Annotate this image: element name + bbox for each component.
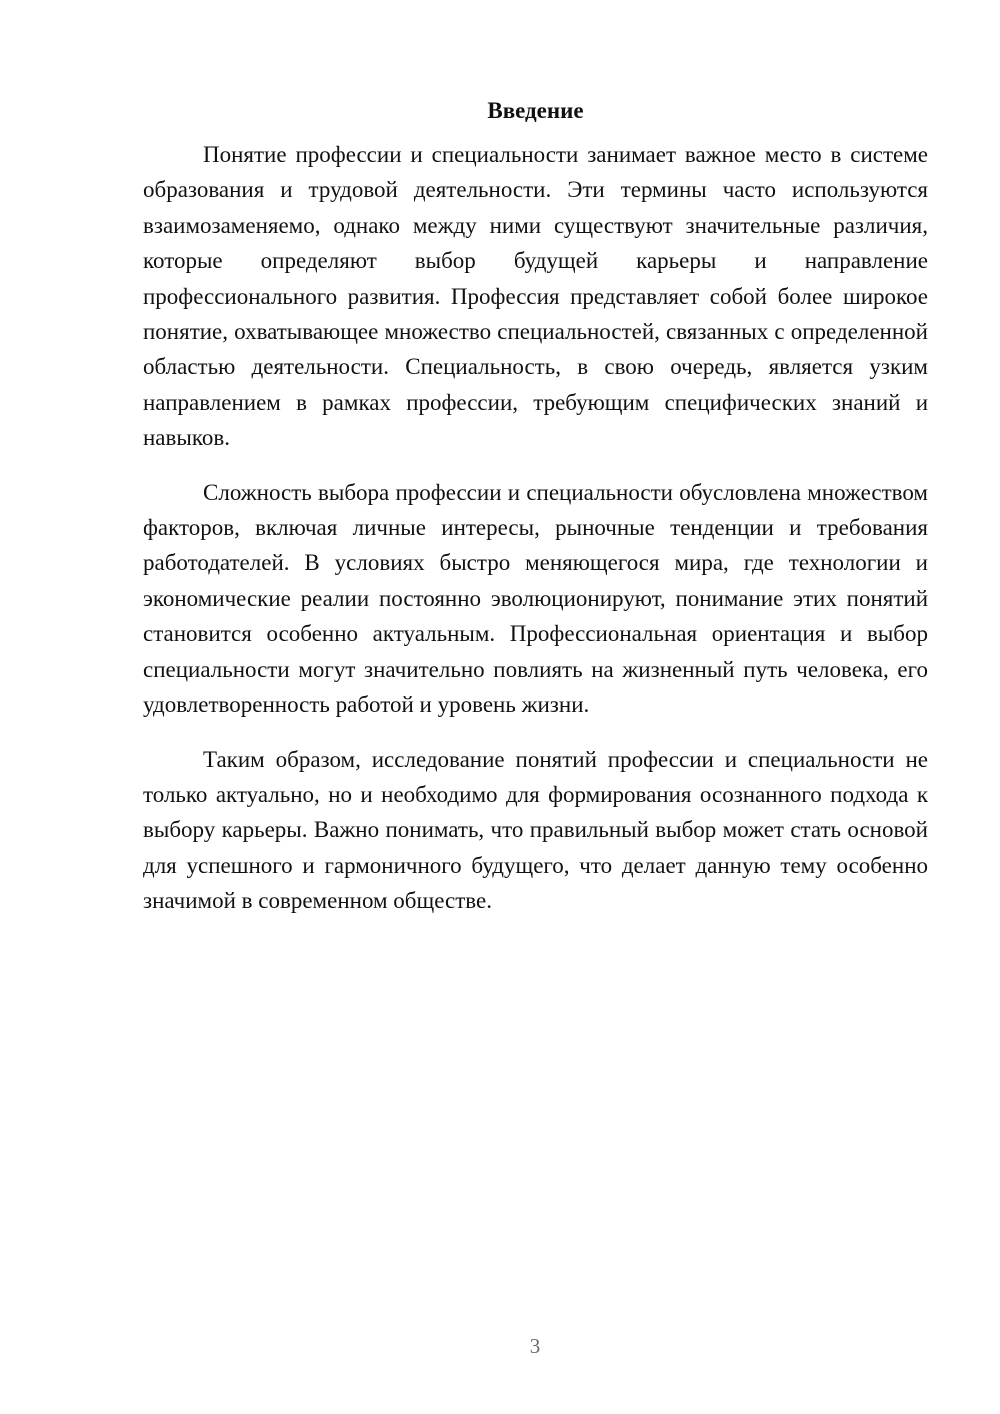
section-heading: Введение: [487, 98, 584, 123]
paragraph-1: Понятие профессии и специальности занимает важное место в системе образования и трудовой деятельности. Эти термины часто используются взаимозаменяемо, однако между ними существуют значительные различия, которые определяют выбор будущей карьеры и направление профессионального развития. Профессия представляет собой более широкое понятие, охватывающее множество специальностей, связанных с определенной областью деятельности. Специальность, в свою очередь, является узким направлением в рамках профессии, требующим специфических знаний и навыков.: [143, 142, 928, 451]
paragraph-3: Таким образом, исследование понятий профессии и специальности не только актуально, но и необходимо для формирования осознанного подхода к выбору карьеры. Важно понимать, что правильный выбор может стать основой для успешного и гармоничного будущего, что делает данную тему особенно значимой в современном обществе.: [143, 746, 928, 914]
document-body: [143, 96, 928, 919]
paragraph-2: Сложность выбора профессии и специальности обусловлена множеством факторов, включая личные интересы, рыночные тенденции и требования работодателей. В условиях быстро меняющегося мира, где технологии и экономические реалии постоянно эволюционируют, понимание этих понятий становится особенно актуальным. Профессиональная ориентация и выбор специальности могут значительно повлиять на жизненный путь человека, его удовлетворенность работой и уровень жизни.: [143, 479, 928, 718]
page-number: 3: [529, 1334, 541, 1358]
